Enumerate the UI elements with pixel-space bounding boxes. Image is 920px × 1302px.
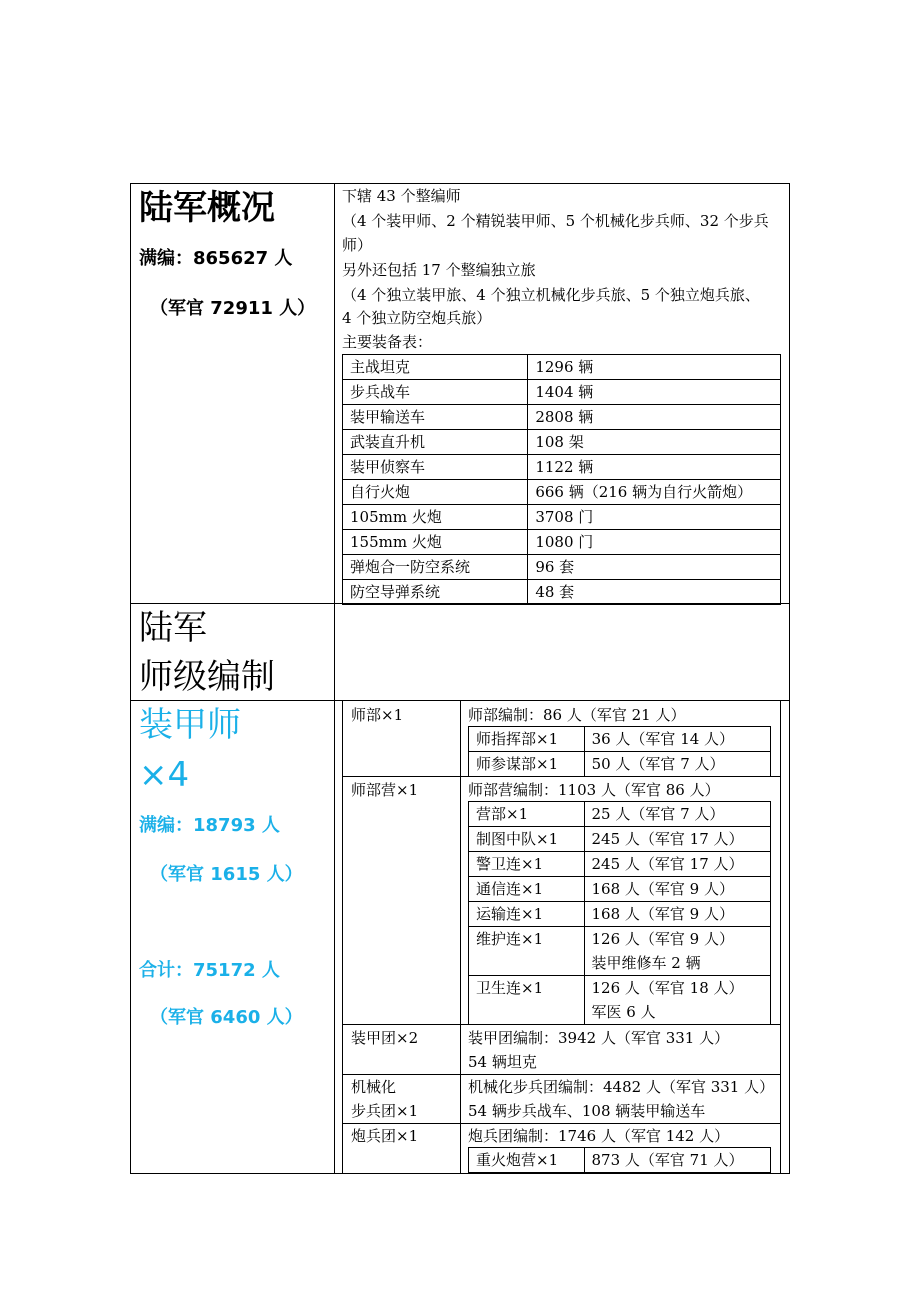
artillery-regiment-label: 炮兵团×1 [351, 1127, 419, 1145]
equipment-count: 2808 辆 [528, 405, 781, 430]
mech-regiment-label-1: 机械化 [351, 1078, 397, 1096]
mech-regiment-desc-2: 54 辆步兵战车、108 辆装甲输送车 [468, 1102, 706, 1120]
equipment-table [342, 354, 781, 605]
overview-line-6: 4 个独立防空炮兵旅） [342, 309, 492, 327]
unit-name: 维护连×1 [469, 927, 585, 976]
unit-name: 制图中队×1 [469, 827, 585, 852]
table-row [469, 1148, 771, 1173]
unit-strength: 126 人（军官 18 人） [591, 979, 744, 997]
equipment-count: 96 套 [528, 555, 781, 580]
table-row [343, 580, 781, 605]
unit-note: 装甲维修车 2 辆 [591, 954, 701, 972]
unit-strength-cell [584, 927, 771, 976]
table-row [469, 877, 771, 902]
equipment-count: 3708 门 [528, 505, 781, 530]
unit-strength: 873 人（军官 71 人） [584, 1148, 771, 1173]
overview-line-7: 主要装备表： [342, 333, 433, 351]
overview-line-5: （4 个独立装甲旅、4 个独立机械化步兵旅、5 个独立炮兵旅、 [342, 286, 760, 304]
armor-regiment-desc-2: 54 辆坦克 [468, 1053, 537, 1071]
equipment-count: 1080 门 [528, 530, 781, 555]
overview-line-3: 师） [342, 236, 373, 254]
table-row [343, 405, 781, 430]
unit-name: 警卫连×1 [469, 852, 585, 877]
artillery-regiment-desc: 炮兵团编制：1746 人（军官 142 人） [468, 1127, 730, 1145]
unit-name: 师参谋部×1 [469, 752, 585, 777]
equipment-name: 自行火炮 [343, 480, 528, 505]
equipment-count: 108 架 [528, 430, 781, 455]
overview-line-2: （4 个装甲师、2 个精锐装甲师、5 个机械化步兵师、32 个步兵 [342, 212, 769, 230]
equipment-count: 48 套 [528, 580, 781, 605]
org-box-left [342, 701, 343, 1173]
unit-strength: 168 人（军官 9 人） [584, 902, 771, 927]
unit-name: 营部×1 [469, 802, 585, 827]
unit-strength: 36 人（军官 14 人） [584, 727, 770, 752]
table-row [469, 802, 771, 827]
equipment-count: 1122 辆 [528, 455, 781, 480]
org-col-divider [460, 701, 461, 1173]
overview-full-strength: 满编：865627 人 [139, 248, 293, 269]
equipment-name: 105mm 火炮 [343, 505, 528, 530]
equipment-name: 武装直升机 [343, 430, 528, 455]
armored-division-title: 装甲师 [139, 705, 241, 745]
armor-regiment-label: 装甲团×2 [351, 1029, 419, 1047]
artillery-table [468, 1147, 771, 1173]
table-row [469, 752, 771, 777]
table-row [469, 727, 771, 752]
equipment-count: 1404 辆 [528, 380, 781, 405]
division-section-title-2: 师级编制 [139, 657, 275, 697]
equipment-name: 弹炮合一防空系统 [343, 555, 528, 580]
equipment-name: 装甲输送车 [343, 405, 528, 430]
equipment-count: 666 辆（216 辆为自行火箭炮） [528, 480, 781, 505]
table-row [469, 902, 771, 927]
unit-strength: 245 人（军官 17 人） [584, 827, 771, 852]
table-row [469, 827, 771, 852]
armored-division-count: ×4 [139, 755, 190, 795]
unit-name: 卫生连×1 [469, 976, 585, 1025]
armored-total: 合计：75172 人 [139, 960, 280, 981]
hq-table [468, 726, 771, 777]
overview-line-1: 下辖 43 个整编师 [342, 187, 461, 205]
outer-left [130, 183, 131, 1174]
org-box-right [780, 701, 781, 1173]
unit-strength: 25 人（军官 7 人） [584, 802, 771, 827]
table-row [469, 976, 771, 1025]
mech-regiment-desc-1: 机械化步兵团编制：4482 人（军官 331 人） [468, 1078, 775, 1096]
unit-name: 师指挥部×1 [469, 727, 585, 752]
unit-strength-cell [584, 976, 771, 1025]
table-row [343, 430, 781, 455]
unit-name: 通信连×1 [469, 877, 585, 902]
division-section-title-1: 陆军 [139, 608, 207, 648]
armored-total-officers: （军官 6460 人） [150, 1007, 303, 1028]
unit-strength: 245 人（军官 17 人） [584, 852, 771, 877]
outer-right [789, 183, 790, 1174]
outer-bottom [130, 1173, 790, 1174]
table-row [343, 480, 781, 505]
table-row [343, 555, 781, 580]
armor-regiment-desc-1: 装甲团编制：3942 人（军官 331 人） [468, 1029, 730, 1047]
hq-battalion-table [468, 801, 771, 1025]
equipment-name: 防空导弹系统 [343, 580, 528, 605]
col-divider [334, 183, 335, 1174]
table-row [343, 455, 781, 480]
table-row [343, 380, 781, 405]
equipment-name: 155mm 火炮 [343, 530, 528, 555]
overview-line-4: 另外还包括 17 个整编独立旅 [342, 261, 536, 279]
hq-battalion-desc: 师部营编制：1103 人（军官 86 人） [468, 781, 720, 799]
equipment-name: 步兵战车 [343, 380, 528, 405]
mech-regiment-label-2: 步兵团×1 [351, 1102, 419, 1120]
unit-strength: 168 人（军官 9 人） [584, 877, 771, 902]
overview-officers: （军官 72911 人） [150, 298, 316, 319]
hq-battalion-label: 师部营×1 [351, 781, 419, 799]
table-row [469, 927, 771, 976]
armored-officers: （军官 1615 人） [150, 864, 303, 885]
table-row [343, 530, 781, 555]
equipment-name: 装甲侦察车 [343, 455, 528, 480]
hq-desc: 师部编制：86 人（军官 21 人） [468, 706, 686, 724]
unit-name: 重火炮营×1 [469, 1148, 585, 1173]
equipment-count: 1296 辆 [528, 355, 781, 380]
table-row [343, 505, 781, 530]
unit-note: 军医 6 人 [591, 1003, 656, 1021]
unit-name: 运输连×1 [469, 902, 585, 927]
equipment-name: 主战坦克 [343, 355, 528, 380]
hq-label: 师部×1 [351, 706, 404, 724]
table-row [343, 355, 781, 380]
table-row [469, 852, 771, 877]
armored-full-strength: 满编：18793 人 [139, 815, 280, 836]
overview-title: 陆军概况 [139, 188, 275, 228]
unit-strength: 126 人（军官 9 人） [591, 930, 734, 948]
unit-strength: 50 人（军官 7 人） [584, 752, 770, 777]
